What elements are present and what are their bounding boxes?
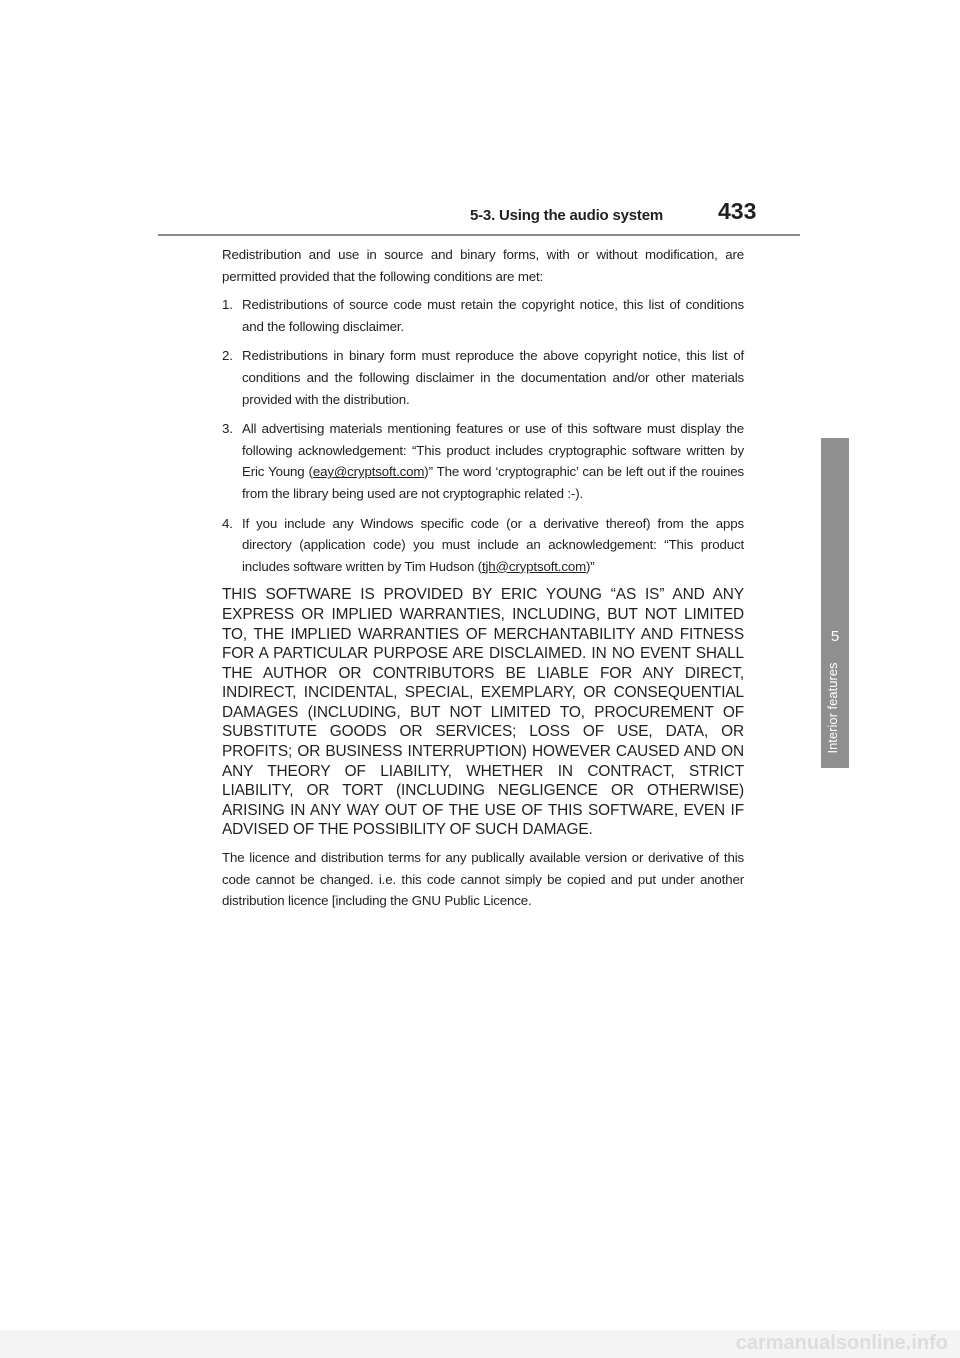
section-title: 5-3. Using the audio system <box>470 207 663 224</box>
intro-paragraph: Redistribution and use in source and binary forms, with or without modification, are permitted provided that the following conditions are met: <box>222 247 744 284</box>
list-item-2 <box>222 345 744 410</box>
watermark-text: carmanualsonline.info <box>735 1332 948 1354</box>
email-link-eay[interactable]: eay@cryptsoft.com <box>312 464 425 480</box>
page-header <box>158 200 800 236</box>
chapter-number: 5 <box>830 628 840 645</box>
list-text-after-link: )” <box>586 558 595 574</box>
list-text-before-link: If you include any Windows specific code (or a derivative thereof) from the apps directory (application code) you must include an acknowledgement: “This product includes software written by Tim Hudson ( <box>242 515 744 574</box>
chapter-side-tab[interactable] <box>821 438 849 768</box>
list-number: 1. <box>222 297 233 313</box>
list-text: Redistributions in binary form must reproduce the above copyright notice, this list of conditions and the following disclaimer in the documentation and/or other materials provided with the distribution. <box>242 348 744 407</box>
list-item-4 <box>222 513 744 578</box>
list-number: 3. <box>222 421 233 437</box>
page-number: 433 <box>718 198 757 224</box>
list-text-before-link: All advertising materials mentioning features or use of this software must display the following acknowledgement: “This product includes cryptographic software written by Eric Young ( <box>242 421 744 480</box>
chapter-label: Interior features <box>825 662 840 754</box>
list-text-after-link: )” The word ‘cryptographic’ can be left out if the rouines from the library being used are not cryptographic related :-). <box>242 464 744 501</box>
list-number: 2. <box>222 348 233 364</box>
email-link-tjh[interactable]: tjh@cryptsoft.com <box>481 558 587 574</box>
disclaimer-paragraph: THIS SOFTWARE IS PROVIDED BY ERIC YOUNG “AS IS” AND ANY EXPRESS OR IMPLIED WARRANTIES, INCLUDING, BUT NOT LIMITED TO, THE IMPLIED WARRANTIES OF MERCHANTABILITY AND FITNESS FOR A PARTICULAR PURPOSE ARE DISCLAIMED. IN NO EVENT SHALL THE AUTHOR OR CONTRIBUTORS BE LIABLE FOR ANY DIRECT, INDIRECT, INCIDENTAL, SPECIAL, EXEMPLARY, OR CONSEQUENTIAL DAMAGES (INCLUDING, BUT NOT LIMITED TO, PROCUREMENT OF SUBSTITUTE GOODS OR SERVICES; LOSS OF USE, DATA, OR PROFITS; OR BUSINESS INTERRUPTION) HOWEVER CAUSED AND ON ANY THEORY OF LIABILITY, WHETHER IN CONTRACT, STRICT LIABILITY, OR TORT (INCLUDING NEGLIGENCE OR OTHERWISE) ARISING IN ANY WAY OUT OF THE USE OF THIS SOFTWARE, EVEN IF ADVISED OF THE POSSIBILITY OF SUCH DAMAGE. <box>222 586 744 839</box>
watermark-bar <box>0 1330 960 1358</box>
page-content <box>222 244 744 912</box>
list-number: 4. <box>222 515 233 531</box>
list-text: Redistributions of source code must retain the copyright notice, this list of conditions and the following disclaimer. <box>242 297 744 334</box>
closing-paragraph: The licence and distribution terms for any publically available version or derivative of this code cannot be changed. i.e. this code cannot simply be copied and put under another distribution licence [including the GNU Public Licence. <box>222 850 744 909</box>
list-item-3 <box>222 418 744 504</box>
list-item-1 <box>222 294 744 337</box>
